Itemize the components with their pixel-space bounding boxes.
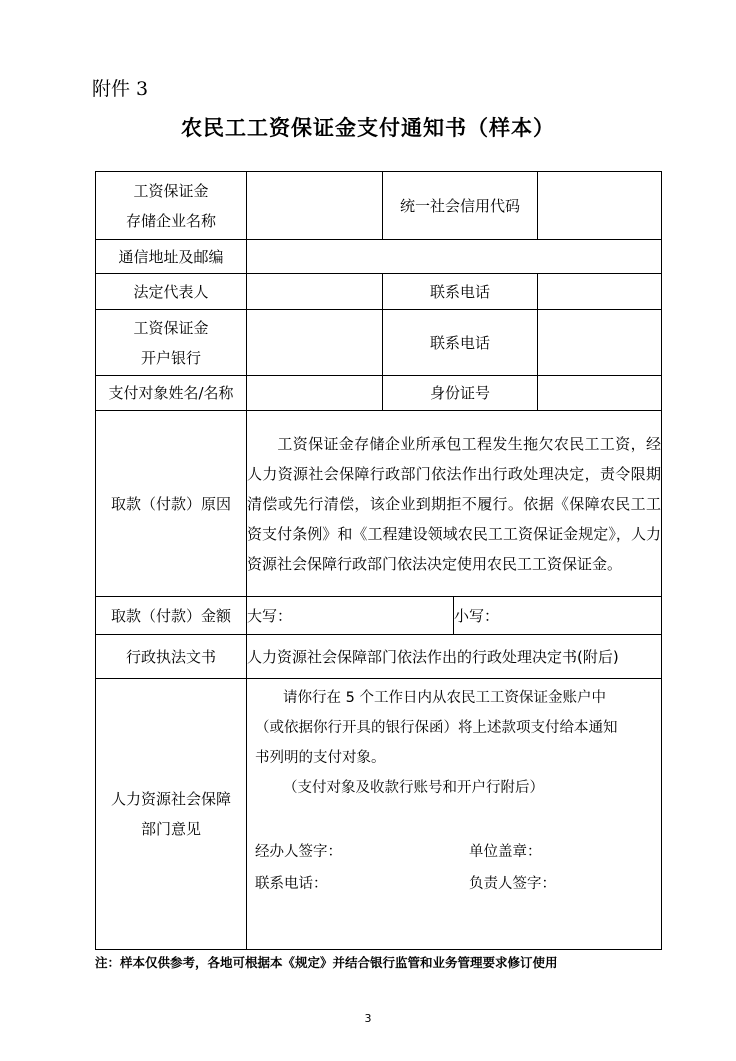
address-field[interactable] <box>247 240 662 274</box>
legal-rep-phone-field[interactable] <box>538 274 662 310</box>
reason-label: 取款（付款）原因 <box>96 411 247 597</box>
address-label: 通信地址及邮编 <box>96 240 247 274</box>
opinion-line-4: （支付对象及收款行账号和开户行附后） <box>283 779 544 796</box>
payment-notice-form <box>95 171 662 950</box>
enforcement-doc-label: 行政执法文书 <box>96 635 247 679</box>
document-title: 农民工工资保证金支付通知书（样本） <box>181 115 555 140</box>
opinion-label: 人力资源社会保障 部门意见 <box>96 679 247 950</box>
payee-name-field[interactable] <box>247 376 383 411</box>
bank-phone-label: 联系电话 <box>383 310 538 376</box>
row-reason <box>96 411 662 597</box>
bank-field[interactable] <box>247 310 383 376</box>
amount-lower-field[interactable]: 小写： <box>454 597 662 635</box>
row-legal-rep <box>96 274 662 310</box>
legal-rep-field[interactable] <box>247 274 383 310</box>
payee-name-label: 支付对象姓名/名称 <box>96 376 247 411</box>
id-number-label: 身份证号 <box>383 376 538 411</box>
contact-phone-label: 联系电话： <box>255 875 328 892</box>
row-address <box>96 240 662 274</box>
legal-rep-phone-label: 联系电话 <box>383 274 538 310</box>
opinion-line-2: （或依据你行开具的银行保函）将上述款项支付给本通知 <box>255 719 618 736</box>
opinion-cell <box>247 679 662 950</box>
amount-label: 取款（付款）金额 <box>96 597 247 635</box>
enforcement-doc-text: 人力资源社会保障部门依法作出的行政处理决定书(附后) <box>247 635 662 679</box>
reason-text: 工资保证金存储企业所承包工程发生拖欠农民工工资，经人力资源社会保障行政部门依法作出行政处理决定，责令限期清偿或先行清偿，该企业到期拒不履行。依据《保障农民工工资支付条例》和《工程建设领域农民工工资保证金规定》，人力资源社会保障行政部门依法决定使用农民工工资保证金。 <box>247 411 662 597</box>
credit-code-label: 统一社会信用代码 <box>383 172 538 240</box>
bank-label: 工资保证金 开户银行 <box>96 310 247 376</box>
footnote: 注：样本仅供参考，各地可根据本《规定》并结合银行监管和业务管理要求修订使用 <box>95 955 558 970</box>
opinion-line-3: 书列明的支付对象。 <box>255 749 386 766</box>
page-number: 3 <box>364 1012 372 1025</box>
row-opinion <box>96 679 662 950</box>
row-payee <box>96 376 662 411</box>
row-enforcement-doc <box>96 635 662 679</box>
row-company-name <box>96 172 662 240</box>
company-name-label: 工资保证金 存储企业名称 <box>96 172 247 240</box>
row-amount <box>96 597 662 635</box>
bank-phone-field[interactable] <box>538 310 662 376</box>
row-bank <box>96 310 662 376</box>
company-name-field[interactable] <box>247 172 383 240</box>
unit-seal-label: 单位盖章： <box>469 843 542 860</box>
amount-upper-field[interactable]: 大写： <box>247 597 454 635</box>
legal-rep-label: 法定代表人 <box>96 274 247 310</box>
leader-sign-label: 负责人签字： <box>469 875 556 892</box>
id-number-field[interactable] <box>538 376 662 411</box>
attachment-label: 附件 3 <box>92 78 149 100</box>
credit-code-field[interactable] <box>538 172 662 240</box>
opinion-line-1: 请你行在 5 个工作日内从农民工工资保证金账户中 <box>283 689 606 706</box>
handler-sign-label: 经办人签字： <box>255 843 342 860</box>
